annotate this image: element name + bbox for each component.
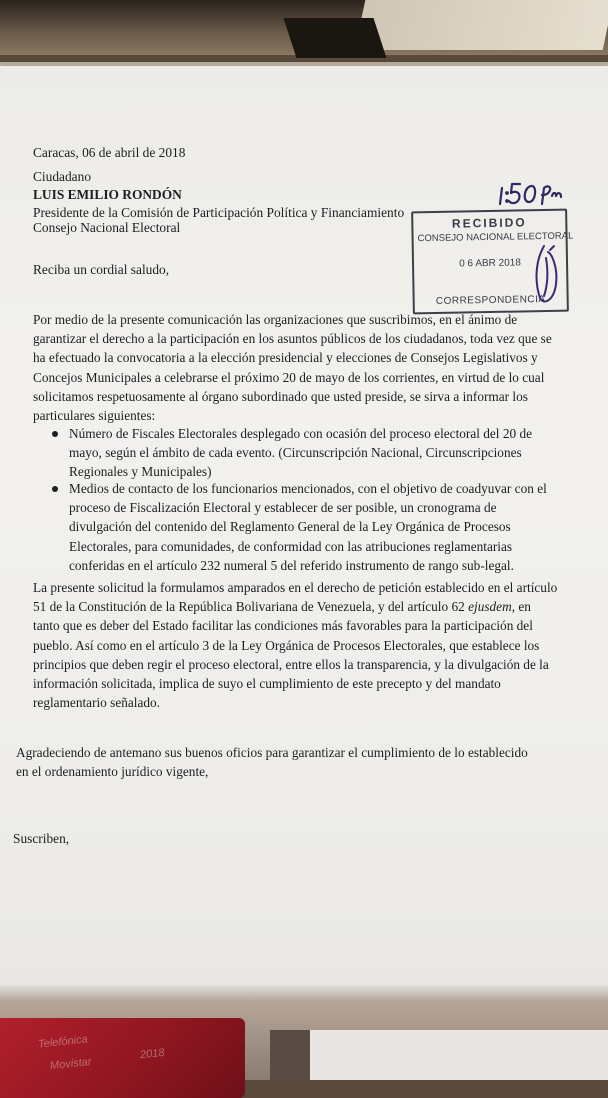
legal-line-part: 51 de la Constitución de la República Bolivariana de Venezuela, y del artículo 62	[33, 599, 469, 615]
background-dark-object	[270, 1030, 310, 1080]
intro-line: solicitamos respetuosamente al órgano subordinado que usted preside, se sirva a informar los	[33, 388, 528, 404]
intro-line: Concejos Municipales a celebrarse el próximo 20 de mayo de los corrientes, en virtud de lo cual	[33, 369, 545, 385]
legal-line: principios que deben regir el proceso electoral, entre ellos la transparencia, y la divulgación de la	[33, 656, 549, 672]
legal-line: tanto que es deber del Estado facilitar las condiciones más favorables para la participación del	[33, 618, 533, 634]
closing-line: Agradeciendo de antemano sus buenos oficios para garantizar el cumplimiento de lo establecido	[16, 745, 528, 760]
intro-line: Por medio de la presente comunicación las organizaciones que suscribimos, en el ánimo de	[33, 312, 518, 327]
legal-line: información solicitada, implica de suyo el cumplimiento de este precepto y del mandato	[33, 676, 501, 692]
recipient-name: LUIS EMILIO RONDÓN	[33, 187, 182, 202]
bullet-marker	[52, 486, 58, 492]
legal-line: La presente solicitud la formulamos amparados en el derecho de petición establecido en el artículo	[33, 580, 558, 595]
intro-line: garantizar el derecho a la participación en los asuntos públicos de los ciudadanos, toda vez que se	[33, 331, 552, 347]
legal-line: pueblo. Así como en el artículo 3 de la Ley Orgánica de Procesos Electorales, que establece los	[33, 637, 540, 653]
intro-line: ha efectuado la convocatoria a la elección presidencial y elecciones de Consejos Legislativos y	[33, 350, 538, 366]
booklet-text: 2018	[139, 1046, 166, 1062]
bullet-item	[69, 479, 561, 575]
stamp-correspondence: CORRESPONDENCIA	[435, 294, 546, 307]
booklet-text: Telefónica	[37, 1033, 89, 1051]
bullet-line: Regionales y Municipales)	[69, 464, 212, 480]
recipient-title: Ciudadano	[33, 169, 92, 184]
background-white-object	[300, 1030, 608, 1080]
background-dark-object	[284, 18, 387, 58]
legal-paragraph	[33, 578, 573, 712]
recipient-institution: Consejo Nacional Electoral	[33, 220, 181, 235]
legal-line-part: , en	[511, 599, 531, 615]
background-paper-sheet	[355, 0, 608, 50]
ejusdem-term: ejusdem	[468, 599, 512, 615]
handwritten-time	[496, 178, 576, 218]
stamp-date: 0 6 ABR 2018	[459, 257, 521, 270]
closing-paragraph	[16, 743, 576, 781]
legal-line: reglamentario señalado.	[33, 695, 161, 711]
legal-line	[33, 597, 573, 616]
bullet-line: divulgación del contenido del Reglamento General de la Ley Orgánica de Procesos	[69, 519, 511, 535]
closing-line: en el ordenamiento jurídico vigente,	[16, 764, 209, 780]
bullet-line: mayo, según el ámbito de cada evento. (Circunscripción Nacional, Circunscripciones	[69, 445, 522, 461]
intro-paragraph	[33, 310, 560, 425]
bullet-line: Electorales, para comunidades, de conformidad con las atribuciones reglamentarias	[69, 538, 513, 554]
booklet-text: Movistar	[49, 1055, 93, 1073]
recipient-position: Presidente de la Comisión de Participación Política y Financiamiento	[33, 205, 405, 220]
background-red-booklet	[0, 1018, 245, 1098]
stamp-received-label: RECIBIDO	[451, 215, 527, 231]
signoff: Suscriben,	[13, 831, 70, 846]
letter-date: Caracas, 06 de abril de 2018	[33, 145, 186, 160]
stamp-institution: CONSEJO NACIONAL ELECTORAL	[417, 230, 574, 245]
bullet-line: conferidas en el artículo 232 numeral 5 del referido instrumento de rango sub-legal.	[69, 557, 514, 573]
bullet-line: proceso de Fiscalización Electoral y establecer de ser posible, un cronograma de	[69, 500, 497, 516]
bullet-line: Número de Fiscales Electorales desplegado con ocasión del proceso electoral del 20 de	[69, 426, 533, 441]
bullet-marker	[52, 431, 58, 437]
bullet-item	[69, 424, 561, 482]
handwritten-signature-scribble	[528, 240, 568, 310]
intro-line: particulares siguientes:	[33, 408, 156, 424]
bullet-line: Medios de contacto de los funcionarios mencionados, con el objetivo de coadyuvar con el	[69, 481, 547, 496]
greeting: Reciba un cordial saludo,	[33, 262, 170, 277]
